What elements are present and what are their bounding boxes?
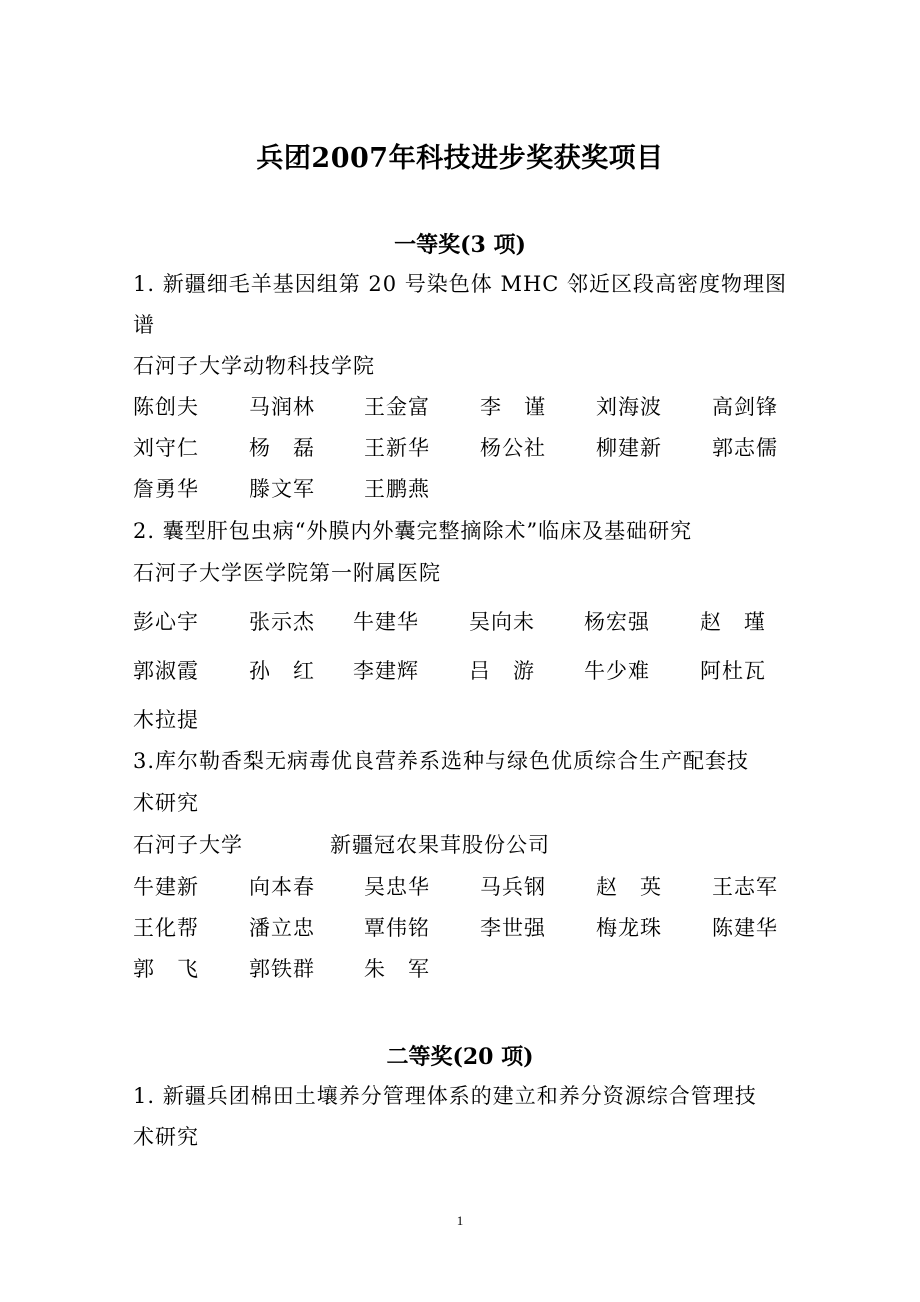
person-name: 郭淑霞 [133,659,199,683]
person-name: 王志军 [712,875,778,899]
section-heading-second-prize: 二等奖(20 项) [386,1044,534,1070]
person-name: 王鹏燕 [364,477,430,501]
page-title: 兵团2007年科技进步奖获奖项目 [256,143,664,174]
person-name: 牛建新 [133,875,199,899]
person-name: 郭铁群 [249,957,315,981]
person-name: 高剑锋 [712,395,778,419]
person-name: 马润林 [249,395,315,419]
person-name: 刘守仁 [133,436,199,460]
person-name: 王金富 [364,395,430,419]
person-name: 王化帮 [133,916,199,940]
person-name: 郭志儒 [712,436,778,460]
page-number: 1 [456,1213,464,1228]
person-name: 张示杰 [249,610,315,634]
project-1-title-line-2: 谱 [133,313,155,337]
project-2-title: 2. 囊型肝包虫病“外膜内外囊完整摘除术”临床及基础研究 [133,519,693,543]
person-name: 吴忠华 [364,875,430,899]
person-name: 覃伟铭 [364,916,430,940]
person-name: 詹勇华 [133,477,199,501]
person-name: 滕文军 [249,477,315,501]
person-name: 杨公社 [480,436,546,460]
person-name: 李建辉 [353,659,419,683]
person-name: 赵 瑾 [700,610,766,634]
person-name: 彭心宇 [133,610,199,634]
person-name: 李世强 [480,916,546,940]
second-project-1-title-line-1: 1. 新疆兵团棉田土壤养分管理体系的建立和养分资源综合管理技 [133,1084,757,1108]
project-3-organization-1: 石河子大学 [133,833,243,857]
person-name: 杨宏强 [584,610,650,634]
project-3-title-line-2: 术研究 [133,791,199,815]
person-name: 阿杜瓦 [700,659,766,683]
person-name: 柳建新 [596,436,662,460]
project-3-title-line-1: 3.库尔勒香梨无病毒优良营养系选种与绿色优质综合生产配套技 [133,749,750,773]
person-name: 吴向未 [469,610,535,634]
section-heading-first-prize: 一等奖(3 项) [394,232,526,258]
person-name: 王新华 [364,436,430,460]
project-1-title-line-1: 1. 新疆细毛羊基因组第 20 号染色体 MHC 邻近区段高密度物理图 [133,272,788,296]
person-name: 陈建华 [712,916,778,940]
person-name: 赵 英 [596,875,662,899]
person-name: 向本春 [249,875,315,899]
person-name: 杨 磊 [249,436,315,460]
person-name: 郭 飞 [133,957,199,981]
person-name: 孙 红 [249,659,315,683]
person-name: 梅龙珠 [596,916,662,940]
project-2-organization: 石河子大学医学院第一附属医院 [133,561,441,585]
person-name: 朱 军 [364,957,430,981]
project-3-organization-2: 新疆冠农果茸股份公司 [330,833,550,857]
project-1-organization: 石河子大学动物科技学院 [133,354,375,378]
person-name: 牛少难 [584,659,650,683]
person-name: 马兵钢 [480,875,546,899]
project-3-organizations [133,830,693,860]
person-name: 李 谨 [480,395,546,419]
person-name: 刘海波 [596,395,662,419]
person-name: 牛建华 [353,610,419,634]
person-name: 吕 游 [469,659,535,683]
project-2-name-continuation: 木拉提 [133,708,199,732]
person-name: 潘立忠 [249,916,315,940]
person-name: 陈创夫 [133,395,199,419]
second-project-1-title-line-2: 术研究 [133,1125,199,1149]
